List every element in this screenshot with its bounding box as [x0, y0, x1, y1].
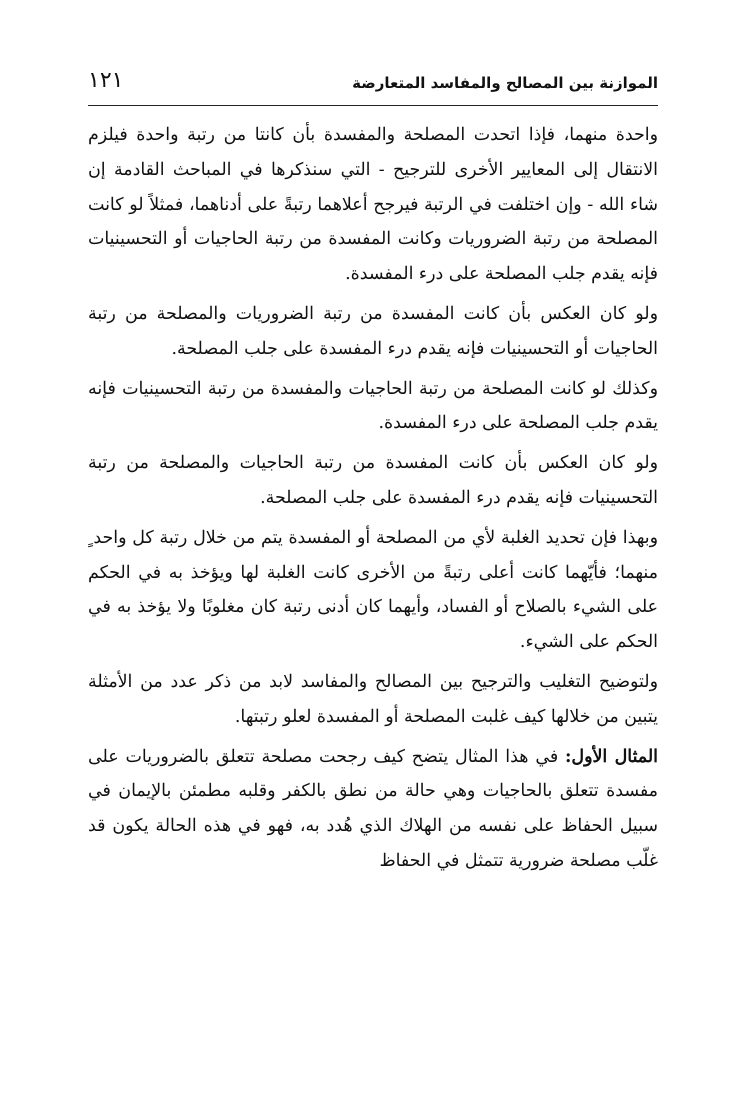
paragraph: وكذلك لو كانت المصلحة من رتبة الحاجيات والمفسدة من رتبة التحسينيات فإنه يقدم جلب المصلحة على درء المفسدة. — [88, 378, 658, 434]
running-title: الموازنة بين المصالح والمفاسد المتعارضة — [352, 74, 658, 92]
header-divider — [88, 105, 658, 106]
example-heading: المثال الأول: — [565, 746, 658, 767]
page-number: ١٢١ — [88, 68, 124, 93]
paragraph: وبهذا فإن تحديد الغلبة لأي من المصلحة أو المفسدة يتم من خلال رتبة كل واحد ٍ منهما؛ فأيّهما كانت أعلى رتبةً من الأخرى كانت الغلبة لها ويؤخذ به في الحكم على الشيء بالصلاح أو الفساد، وأيهما كان أدنى رتبة كان مغلوبًا ولا يؤخذ به في الحكم على الشيء. — [88, 527, 658, 653]
paragraph: ولو كان العكس بأن كانت المفسدة من رتبة الحاجيات والمصلحة من رتبة التحسينيات فإنه يقدم درء المفسدة على جلب المصلحة. — [88, 453, 658, 508]
example-text: في هذا المثال يتضح كيف رجحت مصلحة تتعلق بالضروريات على مفسدة تتعلق بالحاجيات وهي حالة من نطق بالكفر وقلبه مطمئن بالإيمان في سبيل الحفاظ على نفسه من الهلاك الذي هُدد به، فهو في هذه الحالة يكون قد غلّب مصلحة ضرورية تتمثل في الحفاظ — [88, 746, 658, 871]
paragraph: واحدة منهما، فإذا اتحدت المصلحة والمفسدة بأن كانتا من رتبة واحدة فيلزم الانتقال إلى المعايير الأخرى للترجيح - التي سنذكرها في المباحث القادمة إن شاء الله - وإن اختلفت في الرتبة فيرجح أعلاهما رتبةً على أدناهما، فمثلاً لو كانت المصلحة من رتبة الضروريات وكانت المفسدة من رتبة الحاجيات أو التحسينيات فإنه يقدم جلب المصلحة على درء المفسدة. — [88, 125, 658, 285]
paragraph: ولتوضيح التغليب والترجيح بين المصالح والمفاسد لابد من ذكر عدد من الأمثلة يتبين من خلالها كيف غلبت المصلحة أو المفسدة لعلو رتبتها. — [88, 671, 658, 727]
paragraph: ولو كان العكس بأن كانت المفسدة من رتبة الضروريات والمصلحة من رتبة الحاجيات أو التحسينيات فإنه يقدم درء المفسدة على جلب المصلحة. — [88, 303, 658, 359]
example-paragraph — [88, 740, 658, 879]
body-text — [88, 118, 658, 884]
page-header — [88, 62, 658, 102]
